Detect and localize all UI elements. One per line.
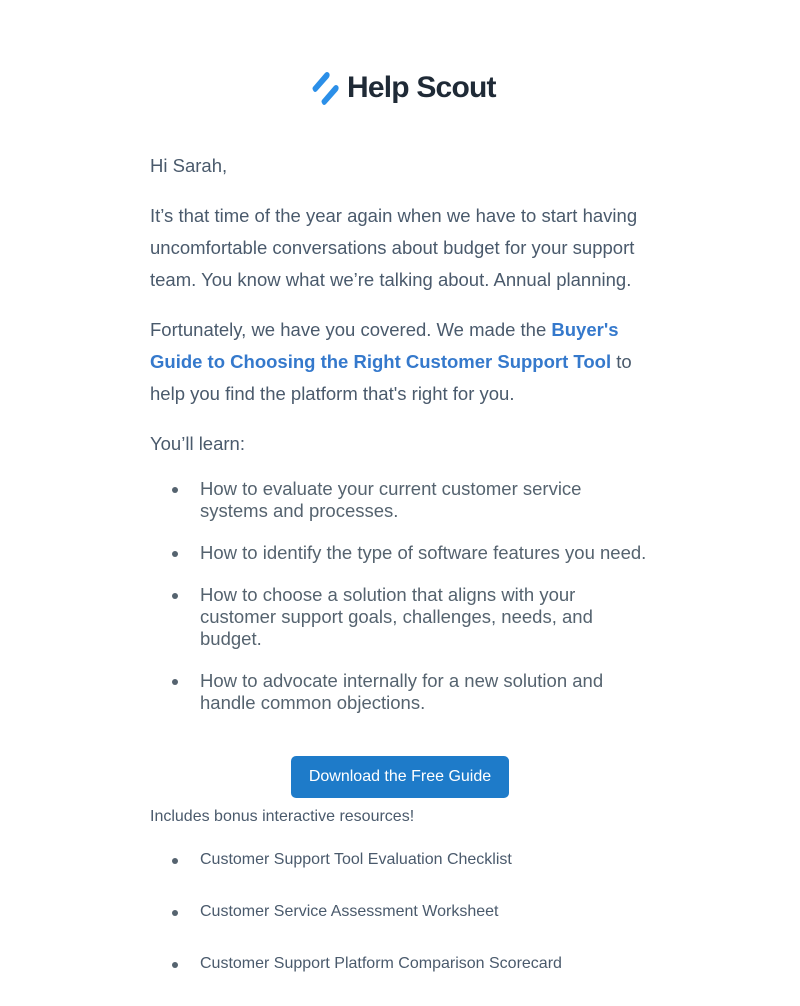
learn-list-item	[150, 584, 650, 650]
learn-list	[150, 478, 650, 734]
learn-item-text: How to evaluate your current customer service systems and processes.	[200, 478, 582, 521]
resource-item-text: Customer Support Platform Comparison Scorecard	[200, 955, 562, 972]
bullet-icon	[172, 962, 178, 968]
resource-item-text: Customer Support Tool Evaluation Checklist	[200, 851, 512, 868]
resource-item-text: Customer Service Assessment Worksheet	[200, 903, 499, 920]
learn-list-item	[150, 670, 650, 714]
logo-text: Help Scout	[347, 71, 496, 104]
bullet-icon	[172, 593, 178, 599]
guide-paragraph	[150, 314, 640, 410]
resource-list-item	[150, 902, 650, 922]
bullet-icon	[172, 910, 178, 916]
learn-item-text: How to advocate internally for a new solution and handle common objections.	[200, 670, 604, 713]
greeting: Hi Sarah,	[150, 155, 228, 176]
bullet-icon	[172, 858, 178, 864]
learn-item-text: How to identify the type of software features you need.	[200, 542, 647, 563]
learn-item-text: How to choose a solution that aligns with your customer support goals, challenges, needs, and budget.	[200, 584, 593, 649]
download-guide-button[interactable]: Download the Free Guide	[291, 756, 509, 798]
guide-paragraph-before: Fortunately, we have you covered. We made the	[150, 319, 552, 340]
bullet-icon	[172, 551, 178, 557]
resource-list-item	[150, 850, 650, 870]
help-scout-logo[interactable]	[310, 68, 496, 108]
bonus-text: Includes bonus interactive resources!	[150, 808, 415, 825]
resources-list	[150, 850, 650, 1006]
guide-paragraph-after: to help you find the platform that's right for you.	[150, 351, 632, 404]
help-scout-mark-icon	[310, 70, 342, 106]
bullet-icon	[172, 487, 178, 493]
resource-list-item	[150, 954, 650, 974]
learn-list-item	[150, 542, 650, 564]
buyers-guide-link[interactable]: Buyer's Guide to Choosing the Right Customer Support Tool	[150, 319, 619, 372]
intro-paragraph: It’s that time of the year again when we have to start having uncomfortable conversations about budget for your support team. You know what we’re talking about. Annual planning.	[150, 205, 638, 290]
learn-heading: You’ll learn:	[150, 433, 245, 454]
learn-list-item	[150, 478, 650, 522]
bullet-icon	[172, 679, 178, 685]
